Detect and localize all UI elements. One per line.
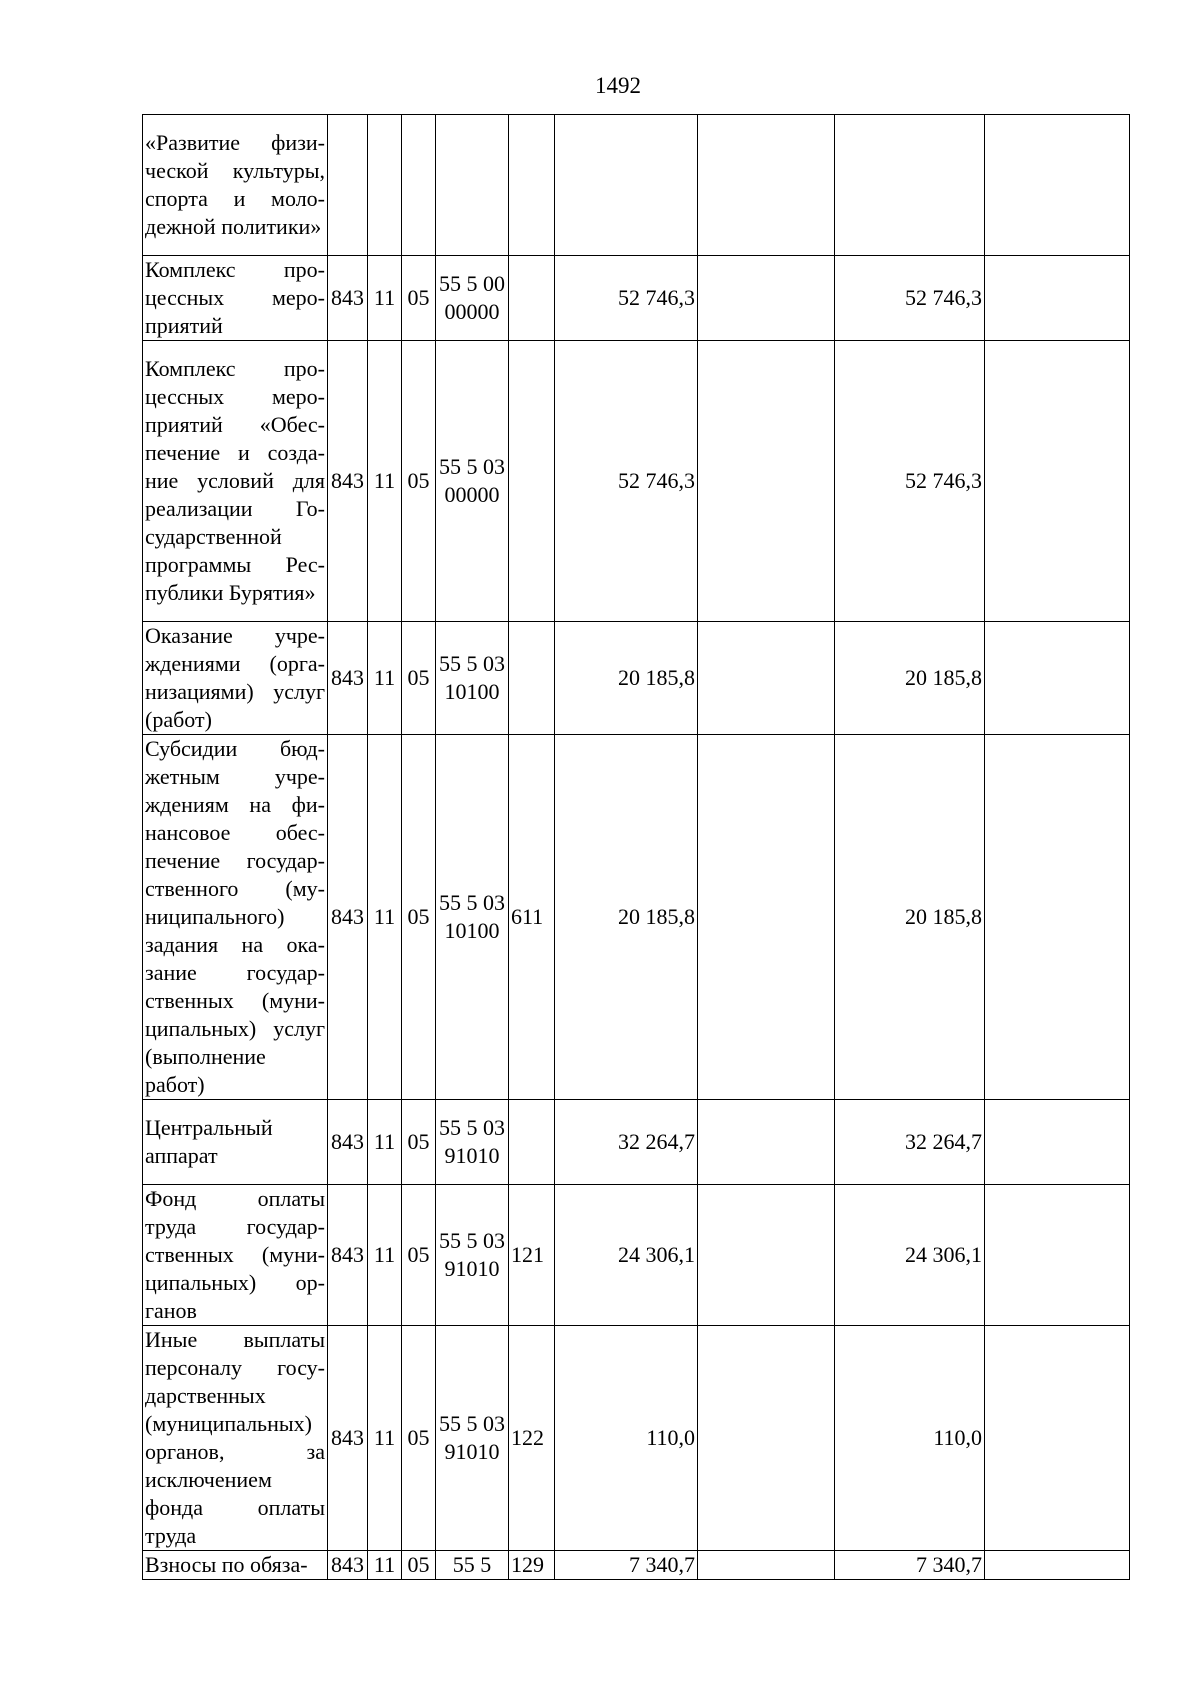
pr-cell: 05 (402, 622, 436, 735)
amount-2 (698, 735, 835, 1100)
amount-3: 52 746,3 (835, 256, 985, 341)
amount-1: 52 746,3 (555, 256, 698, 341)
amount-1: 24 306,1 (555, 1185, 698, 1326)
amount-1: 20 185,8 (555, 735, 698, 1100)
amount-3: 20 185,8 (835, 622, 985, 735)
row-name: Иные выплаты персоналу государственных (муниципальных) органов, за исключением фонда оплаты труда (143, 1326, 328, 1551)
amount-4 (985, 1100, 1130, 1185)
page-number: 1492 (595, 73, 641, 98)
grbs-cell: 843 (328, 256, 368, 341)
amount-4 (985, 622, 1130, 735)
table-row (143, 735, 1130, 1100)
amount-1: 32 264,7 (555, 1100, 698, 1185)
amount-4 (985, 341, 1130, 622)
vr-cell (509, 1100, 555, 1185)
table-row (143, 622, 1130, 735)
pr-cell: 05 (402, 256, 436, 341)
amount-4 (985, 735, 1130, 1100)
amount-3: 24 306,1 (835, 1185, 985, 1326)
table-row (143, 115, 1130, 256)
row-name: Комплекс процессных мероприятий (143, 256, 328, 341)
grbs-cell: 843 (328, 1326, 368, 1551)
table-row (143, 256, 1130, 341)
amount-3: 7 340,7 (835, 1551, 985, 1580)
pr-cell (402, 115, 436, 256)
rz-cell: 11 (368, 256, 402, 341)
table-row (143, 341, 1130, 622)
amount-2 (698, 1100, 835, 1185)
csr-cell: 55 5 (436, 1551, 509, 1580)
amount-2 (698, 622, 835, 735)
row-name: Субсидии бюджетным учреждениям на финансовое обеспечение государственного (муниципального) задания на оказание государственных (муниципальных) услуг (выполнение работ) (143, 735, 328, 1100)
amount-3: 110,0 (835, 1326, 985, 1551)
amount-3: 52 746,3 (835, 341, 985, 622)
table-row (143, 1326, 1130, 1551)
rz-cell: 11 (368, 341, 402, 622)
csr-cell: 55 5 03 91010 (436, 1185, 509, 1326)
csr-cell: 55 5 03 10100 (436, 735, 509, 1100)
amount-1: 110,0 (555, 1326, 698, 1551)
amount-4 (985, 1326, 1130, 1551)
table-row (143, 1100, 1130, 1185)
rz-cell: 11 (368, 1326, 402, 1551)
amount-1: 7 340,7 (555, 1551, 698, 1580)
pr-cell: 05 (402, 1100, 436, 1185)
pr-cell: 05 (402, 1551, 436, 1580)
grbs-cell: 843 (328, 735, 368, 1100)
vr-cell: 611 (509, 735, 555, 1100)
amount-4 (985, 1185, 1130, 1326)
row-name: Взносы по обяза- (143, 1551, 328, 1580)
row-name: Фонд оплаты труда государственных (муниципальных) органов (143, 1185, 328, 1326)
csr-cell (436, 115, 509, 256)
grbs-cell: 843 (328, 341, 368, 622)
csr-cell: 55 5 03 91010 (436, 1100, 509, 1185)
vr-cell (509, 256, 555, 341)
csr-cell: 55 5 03 00000 (436, 341, 509, 622)
rz-cell: 11 (368, 1551, 402, 1580)
amount-3: 20 185,8 (835, 735, 985, 1100)
grbs-cell: 843 (328, 1185, 368, 1326)
amount-2 (698, 341, 835, 622)
grbs-cell: 843 (328, 1100, 368, 1185)
vr-cell (509, 622, 555, 735)
pr-cell: 05 (402, 341, 436, 622)
csr-cell: 55 5 00 00000 (436, 256, 509, 341)
csr-cell: 55 5 03 91010 (436, 1326, 509, 1551)
row-name: Оказание учреждениями (организациями) услуг (работ) (143, 622, 328, 735)
grbs-cell (328, 115, 368, 256)
csr-cell: 55 5 03 10100 (436, 622, 509, 735)
rz-cell (368, 115, 402, 256)
rz-cell: 11 (368, 622, 402, 735)
pr-cell: 05 (402, 1326, 436, 1551)
rz-cell: 11 (368, 1185, 402, 1326)
grbs-cell: 843 (328, 622, 368, 735)
amount-4 (985, 1551, 1130, 1580)
pr-cell: 05 (402, 735, 436, 1100)
amount-1: 52 746,3 (555, 341, 698, 622)
amount-2 (698, 115, 835, 256)
row-name: «Развитие физической культуры, спорта и молодежной политики» (143, 115, 328, 256)
amount-4 (985, 115, 1130, 256)
row-name: Центральный аппарат (143, 1100, 328, 1185)
pr-cell: 05 (402, 1185, 436, 1326)
vr-cell (509, 115, 555, 256)
amount-2 (698, 1185, 835, 1326)
rz-cell: 11 (368, 1100, 402, 1185)
amount-1 (555, 115, 698, 256)
amount-2 (698, 256, 835, 341)
budget-table (142, 114, 1130, 1580)
amount-2 (698, 1326, 835, 1551)
rz-cell: 11 (368, 735, 402, 1100)
vr-cell (509, 341, 555, 622)
vr-cell: 129 (509, 1551, 555, 1580)
amount-4 (985, 256, 1130, 341)
amount-2 (698, 1551, 835, 1580)
amount-3 (835, 115, 985, 256)
vr-cell: 122 (509, 1326, 555, 1551)
table-row (143, 1185, 1130, 1326)
grbs-cell: 843 (328, 1551, 368, 1580)
vr-cell: 121 (509, 1185, 555, 1326)
amount-3: 32 264,7 (835, 1100, 985, 1185)
row-name: Комплекс процессных мероприятий «Обеспечение и создание условий для реализации Государственной программы Республики Бурятия» (143, 341, 328, 622)
table-row (143, 1551, 1130, 1580)
amount-1: 20 185,8 (555, 622, 698, 735)
